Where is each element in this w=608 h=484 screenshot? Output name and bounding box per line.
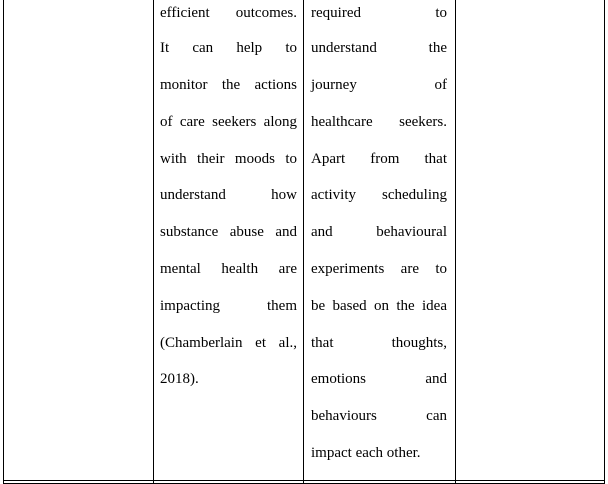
table-border-col1 [153,0,154,484]
cell-2-line: (Chamberlain et al., [160,335,297,351]
cell-3-line: healthcare seekers. [311,114,447,130]
cell-2-line: of care seekers along [160,114,297,130]
cell-3-line: required to [311,5,447,21]
cell-3-line: activity scheduling [311,187,447,203]
table-cell-4 [456,0,604,480]
cell-2-line: understand how [160,187,297,203]
cell-3-line: understand the [311,40,447,56]
cell-3-line: emotions and [311,371,447,387]
cell-2-line: substance abuse and [160,224,297,240]
cell-3-line: experiments are to [311,261,447,277]
cell-2-line: impacting them [160,298,297,314]
cell-3-line: be based on the idea [311,298,447,314]
cell-2-line: 2018). [160,371,199,387]
table-border-right [604,0,605,484]
cell-3-line: behaviours can [311,408,447,424]
cell-2-line: monitor the actions [160,77,297,93]
cell-3-line: journey of [311,77,447,93]
table-row-border-bottom [3,480,605,481]
cell-3-line: that thoughts, [311,335,447,351]
table-border-col2 [303,0,304,484]
cell-3-line: Apart from that [311,151,447,167]
cell-2-line: It can help to [160,40,297,56]
table-cell-1 [4,0,153,480]
cell-2-line: efficient outcomes. [160,5,297,21]
cell-2-line: mental health are [160,261,297,277]
cell-3-line: impact each other. [311,445,421,461]
cell-2-line: with their moods to [160,151,297,167]
cell-3-line: and behavioural [311,224,447,240]
